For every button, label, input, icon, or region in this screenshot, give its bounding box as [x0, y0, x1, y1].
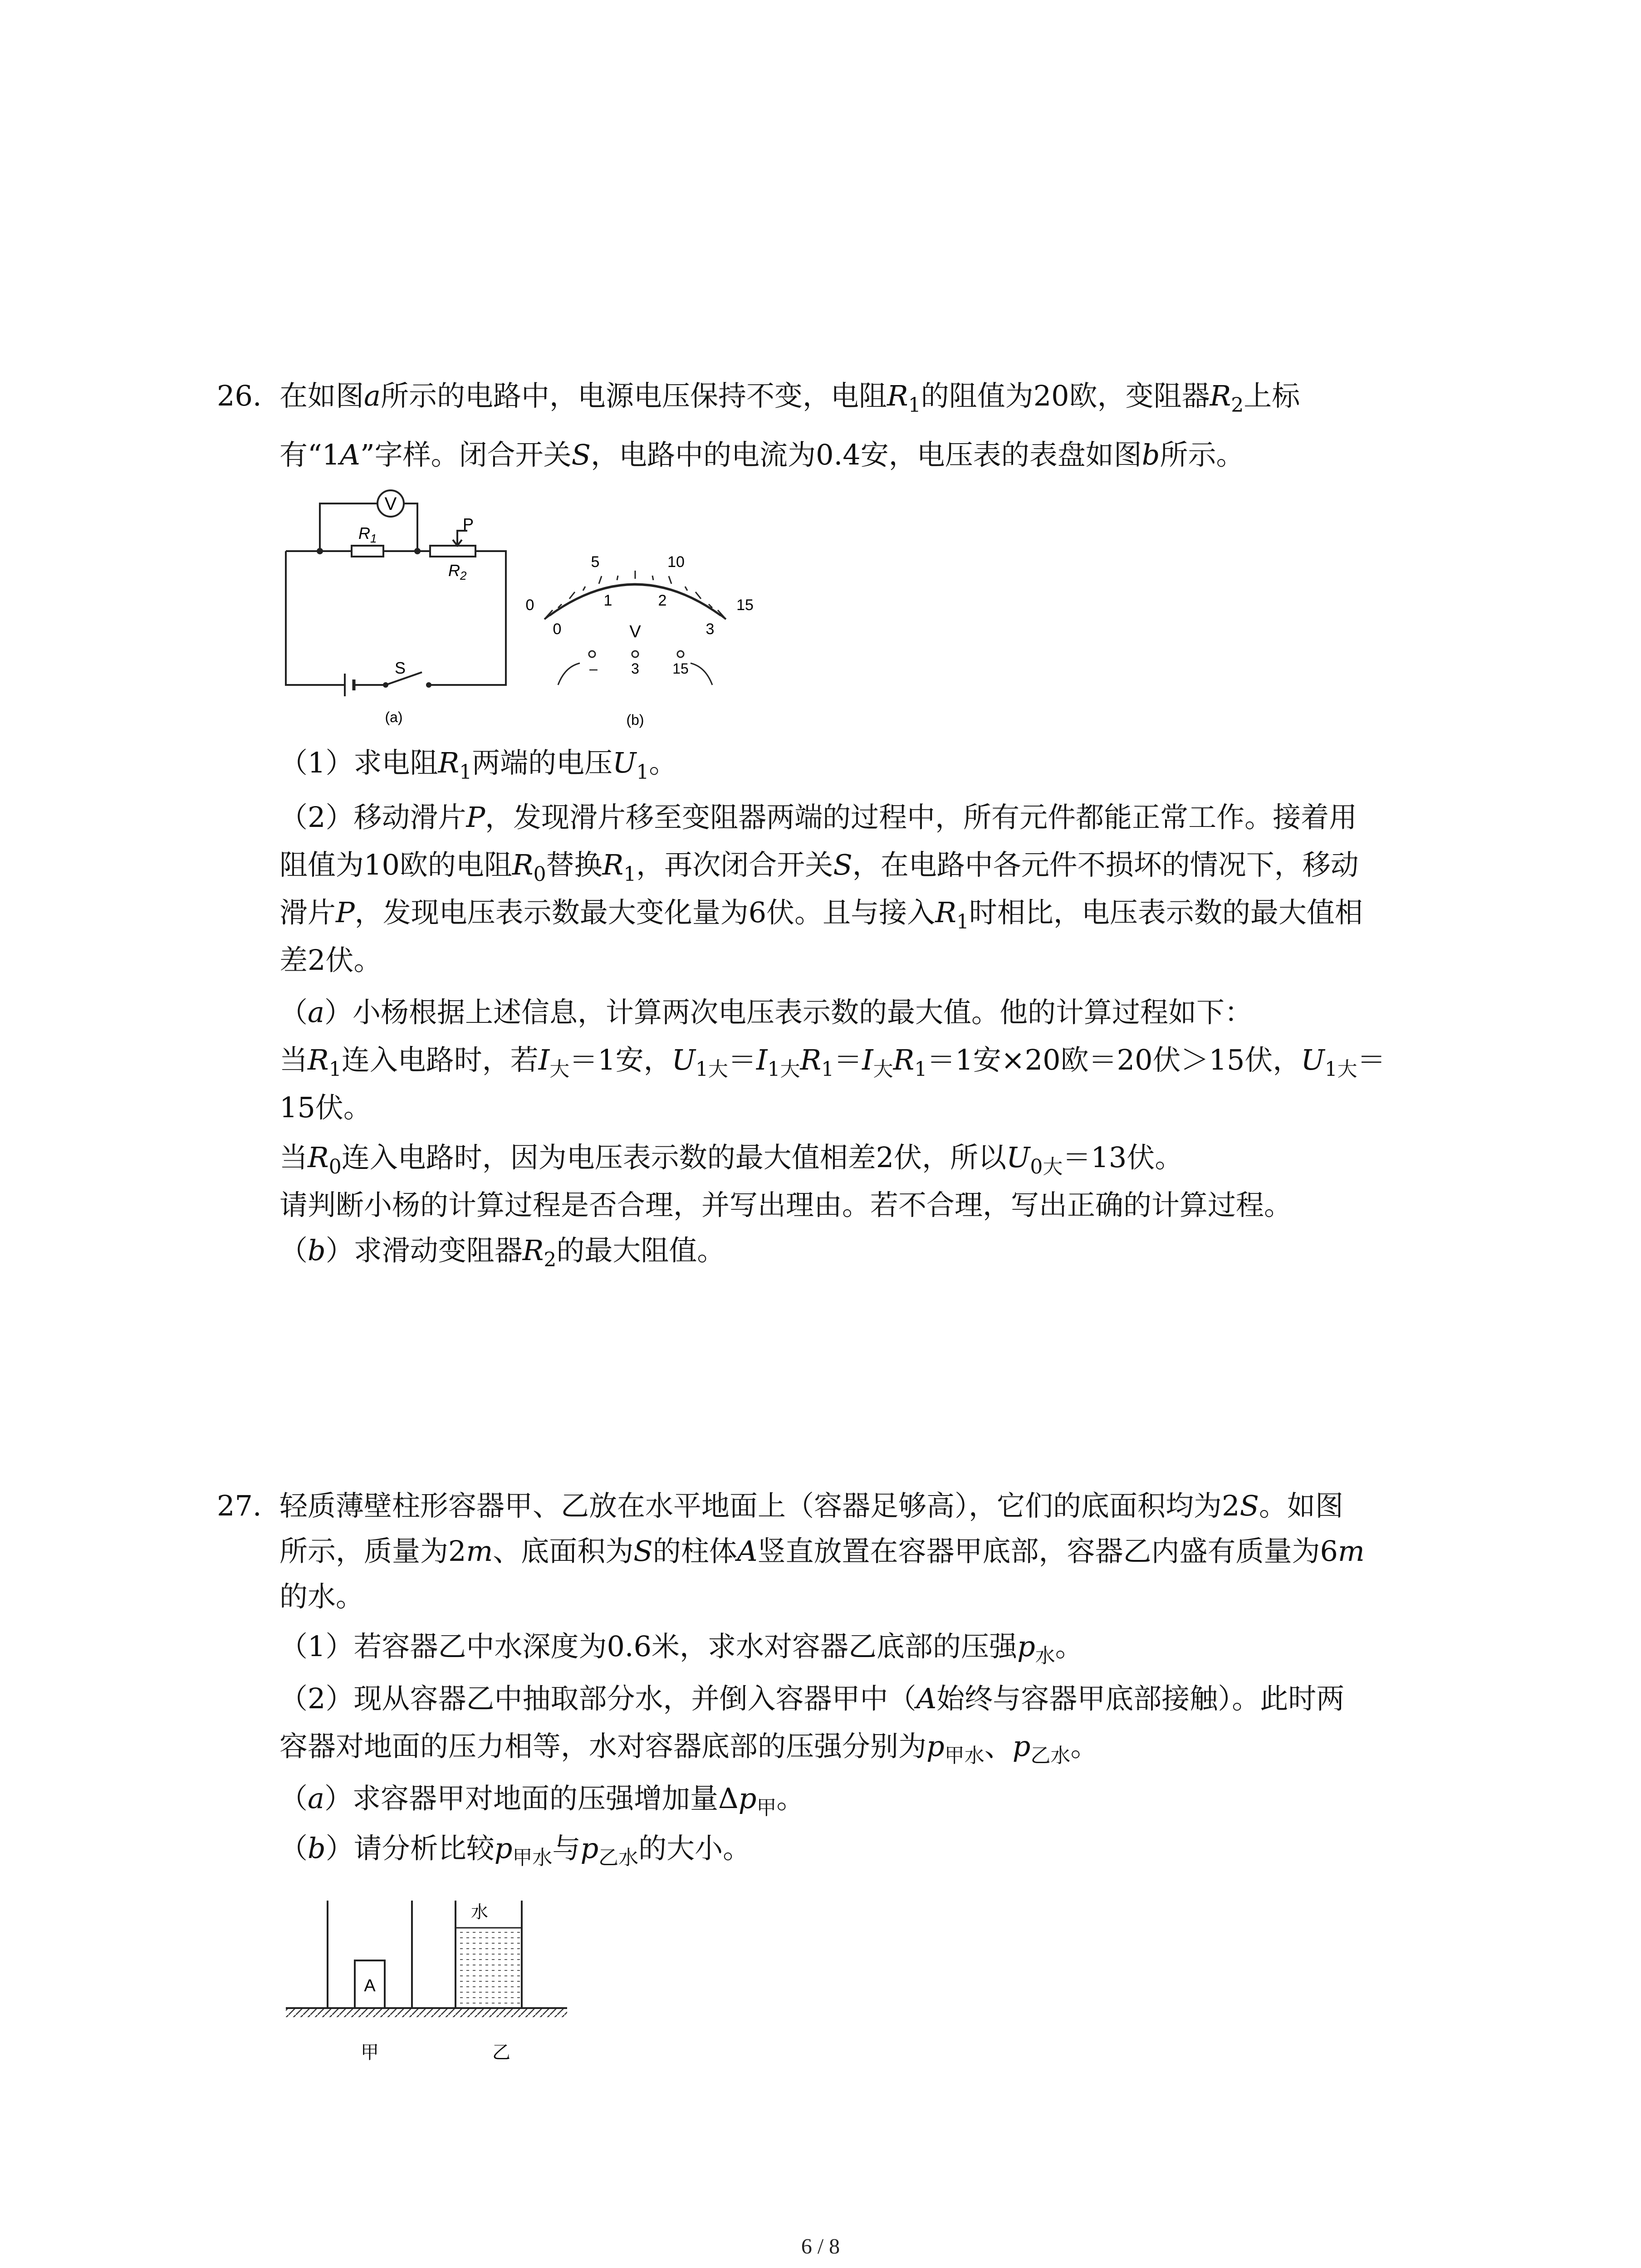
- symbol: R: [602, 848, 624, 881]
- containers-figure: [281, 1892, 581, 2077]
- symbol: R: [308, 1043, 329, 1076]
- text: ，电路中的电流为0.4安，电压表的表盘如图: [591, 438, 1142, 471]
- text: 容器对地面的压力相等，水对容器底部的压强分别为: [279, 1730, 927, 1763]
- subscript: 甲水: [944, 1744, 985, 1767]
- symbol: A: [916, 1682, 937, 1715]
- symbol: p: [926, 1730, 945, 1763]
- jia-label: 甲: [361, 2043, 379, 2063]
- voltmeter-label: V: [384, 494, 397, 514]
- symbol: R: [800, 1043, 822, 1076]
- symbol: I: [862, 1043, 873, 1076]
- text: ，在电路中各元件不损坏的情况下，移动: [852, 848, 1359, 881]
- text: ＝13伏。: [1063, 1141, 1183, 1174]
- lower-scale-3: 3: [705, 621, 715, 638]
- symbol: p: [1012, 1730, 1031, 1763]
- text: 所示的电路中，电源电压保持不变，电阻: [380, 379, 887, 412]
- text: 、底面积为: [493, 1535, 634, 1568]
- text: 始终与容器甲底部接触）。此时两: [936, 1682, 1345, 1715]
- text: 与: [552, 1832, 581, 1865]
- subscript: 1大: [695, 1058, 728, 1081]
- subscript: 1: [956, 910, 969, 934]
- symbol: R: [1210, 379, 1231, 412]
- symbol: U: [1006, 1141, 1030, 1174]
- r2-label: [448, 561, 467, 582]
- symbol: I: [538, 1043, 550, 1076]
- yi-label: 乙: [492, 2043, 510, 2063]
- text: 轻质薄壁柱形容器甲、乙放在水平地面上（容器足够高），它们的底面积均为2: [279, 1489, 1240, 1522]
- r1-subscript: 1: [370, 532, 377, 545]
- terminal-15: 15: [672, 660, 689, 677]
- meter-symbol: V: [629, 622, 641, 641]
- text: ，发现滑片移至变阻器两端的过程中，所有元件都能正常工作。接着用: [485, 801, 1357, 834]
- text: 、: [984, 1730, 1013, 1763]
- subscript: 乙水: [598, 1846, 639, 1869]
- subscript: 1: [623, 863, 637, 886]
- text: 。: [649, 746, 677, 779]
- r1-letter: R: [358, 524, 370, 543]
- symbol: b: [308, 1234, 326, 1267]
- symbol: R: [308, 1141, 329, 1174]
- r1-label: [358, 524, 377, 545]
- text: 的水。: [279, 1580, 364, 1613]
- ground: [286, 2008, 567, 2017]
- text: 。: [776, 1782, 805, 1815]
- text: 。: [1070, 1730, 1099, 1763]
- text: 在如图: [279, 379, 364, 412]
- subscript: 1大: [767, 1058, 800, 1081]
- text: （1）求电阻: [279, 746, 438, 779]
- text: ＝1安×20欧＝20伏＞15伏，: [927, 1043, 1301, 1076]
- subscript: 1: [636, 761, 649, 784]
- subscript: 1: [821, 1058, 834, 1081]
- symbol: I: [756, 1043, 768, 1076]
- upper-scale-10: 10: [667, 553, 685, 571]
- text: 竖直放置在容器甲底部，容器乙内盛有质量为6: [757, 1535, 1338, 1568]
- q26-number: 26.: [217, 379, 262, 412]
- text: 两端的电压: [472, 746, 613, 779]
- symbol: p: [738, 1782, 757, 1815]
- symbol: R: [893, 1043, 915, 1076]
- symbol: S: [571, 438, 591, 471]
- symbol: P: [336, 896, 355, 929]
- text: 阻值为10欧的电阻: [279, 848, 512, 881]
- subscript: 1大: [1324, 1058, 1357, 1081]
- text: 差2伏。: [279, 943, 382, 977]
- text: ）求滑动变阻器: [325, 1234, 523, 1267]
- symbol: U: [612, 746, 637, 779]
- symbol: R: [522, 1234, 544, 1267]
- symbol: p: [1017, 1630, 1035, 1663]
- terminal-negative: –: [589, 660, 598, 677]
- text: 的阻值为20欧，变阻器: [921, 379, 1210, 412]
- subscript: 2: [544, 1248, 557, 1271]
- terminal-3: 3: [631, 660, 639, 677]
- text: 替换: [546, 848, 603, 881]
- symbol: R: [887, 379, 908, 412]
- subscript: 大: [549, 1058, 570, 1081]
- text: （2）移动滑片: [279, 801, 466, 834]
- text: 当: [279, 1141, 308, 1174]
- text: ＝: [1357, 1043, 1386, 1076]
- text: 滑片: [279, 896, 336, 929]
- text: ，发现电压表示数最大变化量为6伏。且与接入: [354, 896, 936, 929]
- text: ）请分析比较: [325, 1832, 495, 1865]
- symbol: U: [671, 1043, 696, 1076]
- symbol: A: [340, 438, 360, 471]
- subscript: 1: [914, 1058, 927, 1081]
- upper-scale-15: 15: [736, 596, 754, 614]
- text: （: [279, 996, 308, 1029]
- subscript: 0: [328, 1155, 342, 1178]
- text: ）小杨根据上述信息，计算两次电压表示数的最大值。他的计算过程如下：: [324, 996, 1253, 1029]
- subscript: 2: [1231, 394, 1244, 417]
- q27-number: 27.: [217, 1489, 262, 1522]
- text: （: [279, 1782, 308, 1815]
- text: ＝: [834, 1043, 862, 1076]
- symbol: S: [633, 1535, 653, 1568]
- figure-b-caption: (b): [626, 712, 644, 728]
- text: 上标: [1244, 379, 1300, 412]
- symbol: b: [308, 1832, 326, 1865]
- circuit-figure-a: [272, 481, 517, 735]
- upper-scale-0: 0: [525, 596, 534, 614]
- text: 连入电路时，若: [341, 1043, 539, 1076]
- text: （2）现从容器乙中抽取部分水，并倒入容器甲中（: [279, 1682, 916, 1715]
- symbol: a: [308, 996, 324, 1029]
- text: ＝1安，: [569, 1043, 672, 1076]
- symbol: p: [580, 1832, 599, 1865]
- text: 的最大阻值。: [556, 1234, 725, 1267]
- subscript: 甲: [756, 1796, 777, 1819]
- water-label: 水: [470, 1903, 489, 1922]
- text: 所示。: [1160, 438, 1244, 471]
- lower-scale-1: 1: [603, 592, 612, 609]
- text: 连入电路时，因为电压表示数的最大值相差2伏，所以: [341, 1141, 1007, 1174]
- text: 的柱体: [652, 1535, 737, 1568]
- lower-scale-2: 2: [658, 592, 667, 609]
- text: 15伏。: [279, 1091, 372, 1124]
- r2-letter: R: [448, 561, 460, 580]
- text: 的大小。: [638, 1832, 751, 1865]
- text: 。如图: [1259, 1489, 1343, 1522]
- subscript: 1: [908, 394, 921, 417]
- subscript: 0: [533, 863, 546, 886]
- block-a-label: A: [364, 1976, 376, 1995]
- symbol: m: [1338, 1535, 1365, 1568]
- symbol: p: [494, 1832, 513, 1865]
- symbol: a: [308, 1782, 324, 1815]
- lower-scale-0: 0: [553, 621, 562, 638]
- text: 当: [279, 1043, 308, 1076]
- subscript: 甲水: [512, 1846, 553, 1869]
- subscript: 大: [873, 1058, 893, 1081]
- page-number: 6 / 8: [801, 2234, 840, 2258]
- figure-a-caption: (a): [385, 709, 403, 725]
- symbol: R: [438, 746, 460, 779]
- symbol: m: [466, 1535, 493, 1568]
- text: （: [279, 1832, 308, 1865]
- text: 。: [1055, 1630, 1083, 1663]
- text: ”字样。闭合开关: [360, 438, 572, 471]
- voltmeter-dial-figure-b: [513, 535, 767, 735]
- symbol: A: [737, 1535, 758, 1568]
- symbol: S: [1239, 1489, 1259, 1522]
- symbol: P: [466, 801, 485, 834]
- text: 时相比，电压表示数的最大值相: [969, 896, 1363, 929]
- text: （1）若容器乙中水深度为0.6米，求水对容器乙底部的压强: [279, 1630, 1018, 1663]
- subscript: 1: [459, 761, 472, 784]
- r2-subscript: 2: [460, 569, 467, 582]
- text: ＝: [728, 1043, 756, 1076]
- symbol: b: [1141, 438, 1160, 471]
- subscript: 1: [328, 1058, 342, 1081]
- symbol: R: [512, 848, 534, 881]
- text: ，再次闭合开关: [636, 848, 833, 881]
- symbol: S: [833, 848, 852, 881]
- symbol: a: [364, 379, 381, 412]
- switch-label: S: [395, 659, 406, 677]
- symbol: U: [1301, 1043, 1325, 1076]
- symbol: R: [935, 896, 956, 929]
- subscript: 乙水: [1030, 1744, 1071, 1767]
- text: 所示，质量为2: [279, 1535, 466, 1568]
- slider-label: P: [463, 515, 474, 533]
- upper-scale-5: 5: [591, 553, 600, 571]
- subscript: 0大: [1030, 1155, 1063, 1178]
- water: [456, 1928, 521, 2008]
- subscript: 水: [1035, 1644, 1055, 1667]
- text: ）求容器甲对地面的压强增加量Δ: [324, 1782, 739, 1815]
- text: 有“1: [279, 438, 340, 471]
- text: 请判断小杨的计算过程是否合理，并写出理由。若不合理，写出正确的计算过程。: [279, 1188, 1293, 1222]
- text: （: [279, 1234, 308, 1267]
